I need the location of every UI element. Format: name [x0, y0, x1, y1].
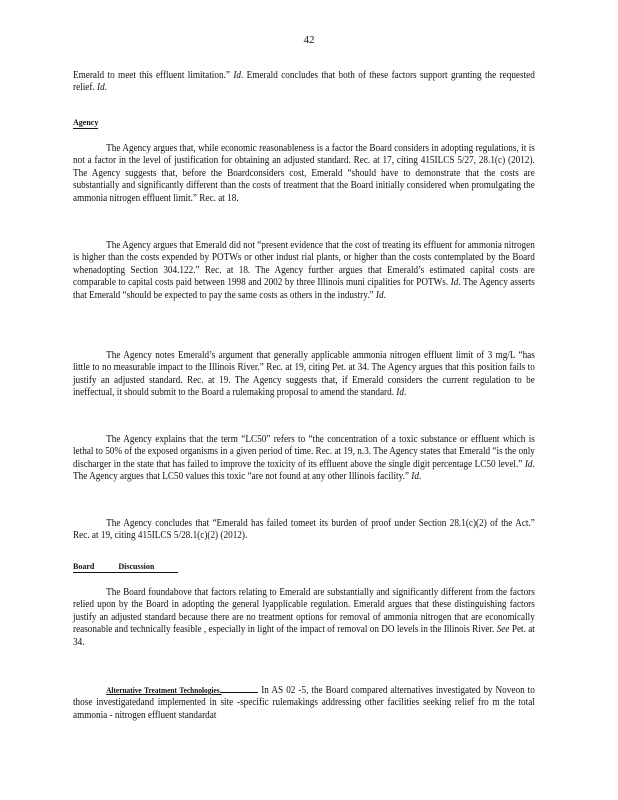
paragraph-text: . [104, 82, 107, 94]
citation-id: Id [396, 387, 404, 399]
paragraph-5: The Agency concludes that “Emerald has failed tomeet its burden of proof under Section 28.1(c)(2) of the Act.” Rec. at 19, citing 415ILCS 5/28.1(c)(2) (2012). [73, 518, 535, 542]
paragraph-text: Pet. at 34. [73, 624, 535, 648]
paragraph-text: . The Agency asserts that Emerald “should be expected to pay the same costs as others in the industry.” [73, 277, 535, 301]
citation-id: Id [97, 82, 105, 94]
paragraph-text: Emerald to meet this effluent limitation.” [73, 70, 230, 81]
paragraph-2 [73, 240, 535, 302]
paragraph-text: . [403, 387, 407, 399]
paragraph-text: The Agency notes Emerald’s argument that generally applicable ammonia nitrogen effluent limit of 3 mg/L “has little to no measurable impact to the Illinois River.” Rec. at 19, citing Pet. at 34. The Agency argues that this position fails to justify an adjusted standard. Rec. at 19. The Agency suggests that, if Emerald considers the current regulation to be ineffectual, it should submit to the Board a rulemaking proposal to amend the standard. [73, 350, 535, 399]
citation-id: Id [524, 458, 533, 470]
paragraph-text: The Board foundabove that factors relating to Emerald are substantially and significantly different from the factors relied upon by the Board in adopting the general lyapplicable regulation. Emerald argues that these distinguishing factors justify an adjusted standard because there are no treatment options for removal of ammonia nitrogen that are economically reasonable and technically feasible , especially in light of the impact of removal on DO levels in the Illinois River. [73, 587, 535, 636]
heading-board: Board [73, 562, 95, 571]
paragraph-1: The Agency argues that, while economic reasonableness is a factor the Board considers in adopting regulations, it is not a factor in the level of justification for obtaining an adjusted standard. Rec. at 17, citing 415ILCS 5/27, 28.1(c) (2012). The Agency suggests that, before the Boardconsiders cost, Emerald “should have to demonstrate that the costs are substantially and significantly different than the costs of treatment that the Board initially considered when promulgating the ammonia nitrogen effluent limit.” Rec. at 18. [73, 143, 535, 204]
paragraph-text: . Emerald concludes that both of these factors support granting the requested relief. [73, 70, 535, 94]
paragraph-4 [73, 434, 535, 484]
heading-agency: Agency [73, 118, 99, 127]
paragraph-6 [73, 587, 535, 649]
paragraph-text: . [418, 471, 422, 483]
paragraph-text: . The Agency argues that LC50 values this toxic “are not found at any other Illinois facility.” [73, 458, 535, 483]
paragraph-7 [73, 684, 535, 722]
heading-board-discussion [73, 562, 178, 573]
paragraph-intro [73, 70, 535, 95]
underline-rule [221, 684, 258, 693]
paragraph-text: The Agency argues that Emerald did not “present evidence that the cost of treating its effluent for ammonia nitrogen is higher than the costs expended by POTWs or other indust rial plants, or higher than the costs contemplated by the Board whenadopting Section 304.122.” Rec. at 18. The Agency further argues that Emerald’s estimated capital costs are comparable to capital costs paid between 1998 and 2002 by three Illinois muni cipalities for POTWs. [73, 240, 535, 289]
subheading-alternative-treatment: Alternative Treatment Technologies. [106, 686, 222, 695]
page-number: 42 [303, 34, 315, 46]
paragraph-text: In AS 02 -5, the Board compared alternatives investigated by Noveon to those investigatedand implemented in site -specific rulemakings addressing other facilities seeking relief fro m the total ammonia - nitrogen effluent standardat [73, 685, 535, 721]
citation-signal: See [496, 624, 510, 636]
citation-id: Id [450, 277, 459, 289]
paragraph-3 [73, 350, 535, 400]
citation-id: Id [233, 70, 242, 81]
heading-discussion: Discussion [118, 562, 155, 571]
paragraph-text: . [383, 289, 386, 301]
paragraph-text: The Agency explains that the term “LC50” refers to “the concentration of a toxic substance or effluent which is lethal to 50% of the exposed organisms in a given period of time. Rec. at 19, n.3. The Agency states that Emerald “is the only discharger in the state that has failed to improve the toxicity of its effluent above the single digit percentage LC50 level.” [73, 434, 535, 470]
citation-id: Id [411, 471, 419, 483]
citation-id: Id [375, 289, 384, 301]
